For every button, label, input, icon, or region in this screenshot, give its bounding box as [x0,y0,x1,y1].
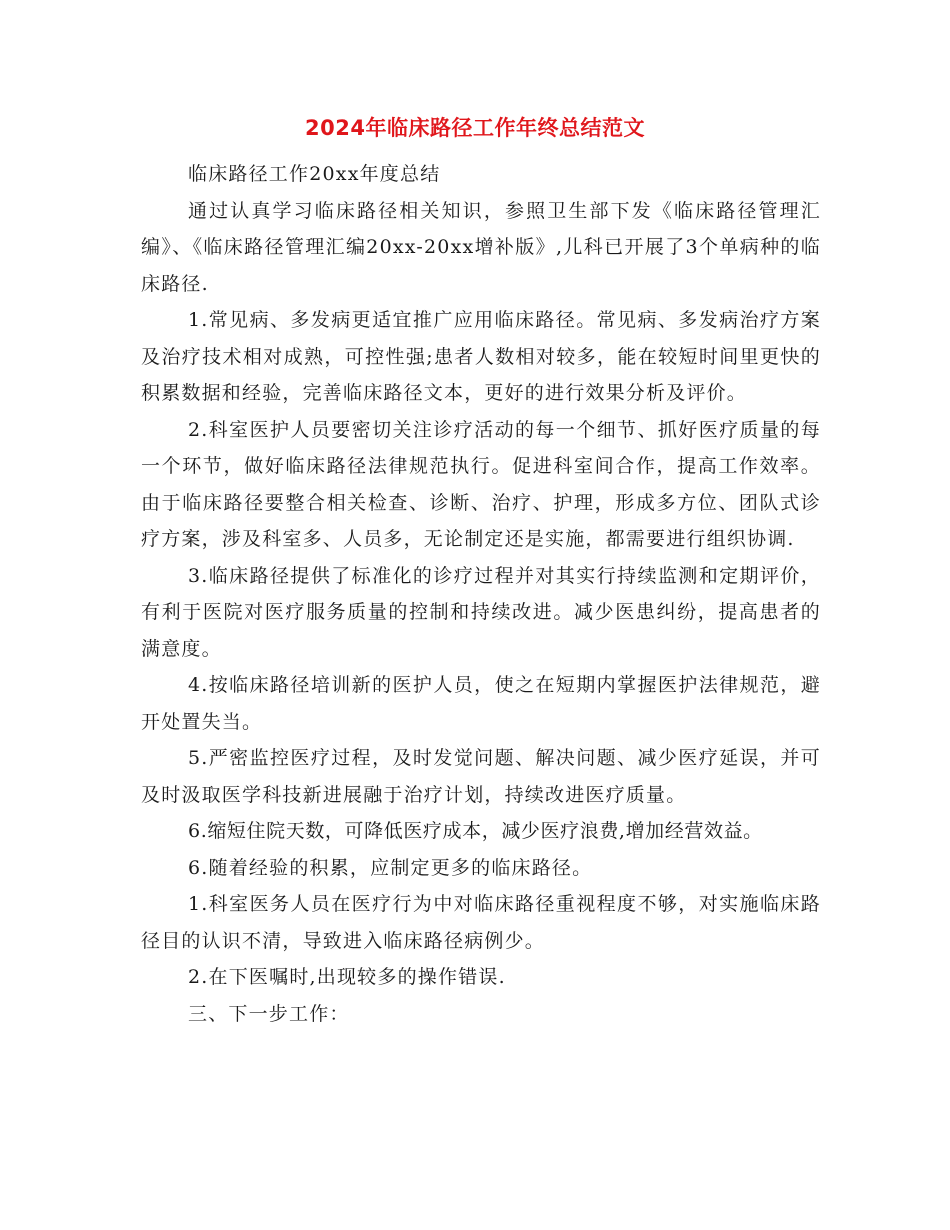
paragraph-problem-2: 2.在下医嘱时,出现较多的操作错误. [188,966,506,988]
paragraph-point-4: 4.按临床路径培训新的医护人员，使之在短期内掌握医护法律规范，避开处置失当。 [141,674,821,733]
paragraph-point-6b: 6.随着经验的积累，应制定更多的临床路径。 [188,856,593,879]
paragraph-intro: 通过认真学习临床路径相关知识，参照卫生部下发《临床路径管理汇编》、《临床路径管理汇编20xx-20xx增补版》,儿科已开展了3个单病种的临床路径. [141,199,821,295]
paragraph-problem-1: 1.科室医务人员在医疗行为中对临床路径重视程度不够，对实施临床路径目的认识不清，导致进入临床路径病例少。 [141,893,821,952]
paragraph-point-6a: 6.缩短住院天数，可降低医疗成本，减少医疗浪费,增加经营效益。 [188,820,763,842]
paragraph-point-3: 3.临床路径提供了标准化的诊疗过程并对其实行持续监测和定期评价，有利于医院对医疗服务质量的控制和持续改进。减少医患纠纷，提高患者的满意度。 [141,564,821,660]
paragraph-point-1: 1.常见病、多发病更适宜推广应用临床路径。常见病、多发病治疗方案及治疗技术相对成熟，可控性强;患者人数相对较多，能在较短时间里更快的积累数据和经验，完善临床路径文本，更好的进行效果分析及评价。 [141,309,821,404]
paragraph-point-5: 5.严密监控医疗过程，及时发觉问题、解决问题、减少医疗延误，并可及时汲取医学科技新进展融于治疗计划，持续改进医疗质量。 [141,747,821,806]
paragraph-subtitle: 临床路径工作20xx年度总结 [188,163,441,185]
section-heading-next-steps: 三、下一步工作： [188,1002,350,1025]
document-title: 2024年临床路径工作年终总结范文 [305,116,645,140]
document-body [141,156,821,1032]
paragraph-point-2: 2.科室医护人员要密切关注诊疗活动的每一个细节、抓好医疗质量的每一个环节，做好临床路径法律规范执行。促进科室间合作，提高工作效率。由于临床路径要整合相关检查、诊断、治疗、护理，形成多方位、团队式诊疗方案，涉及科室多、人员多，无论制定还是实施，都需要进行组织协调. [141,418,821,550]
